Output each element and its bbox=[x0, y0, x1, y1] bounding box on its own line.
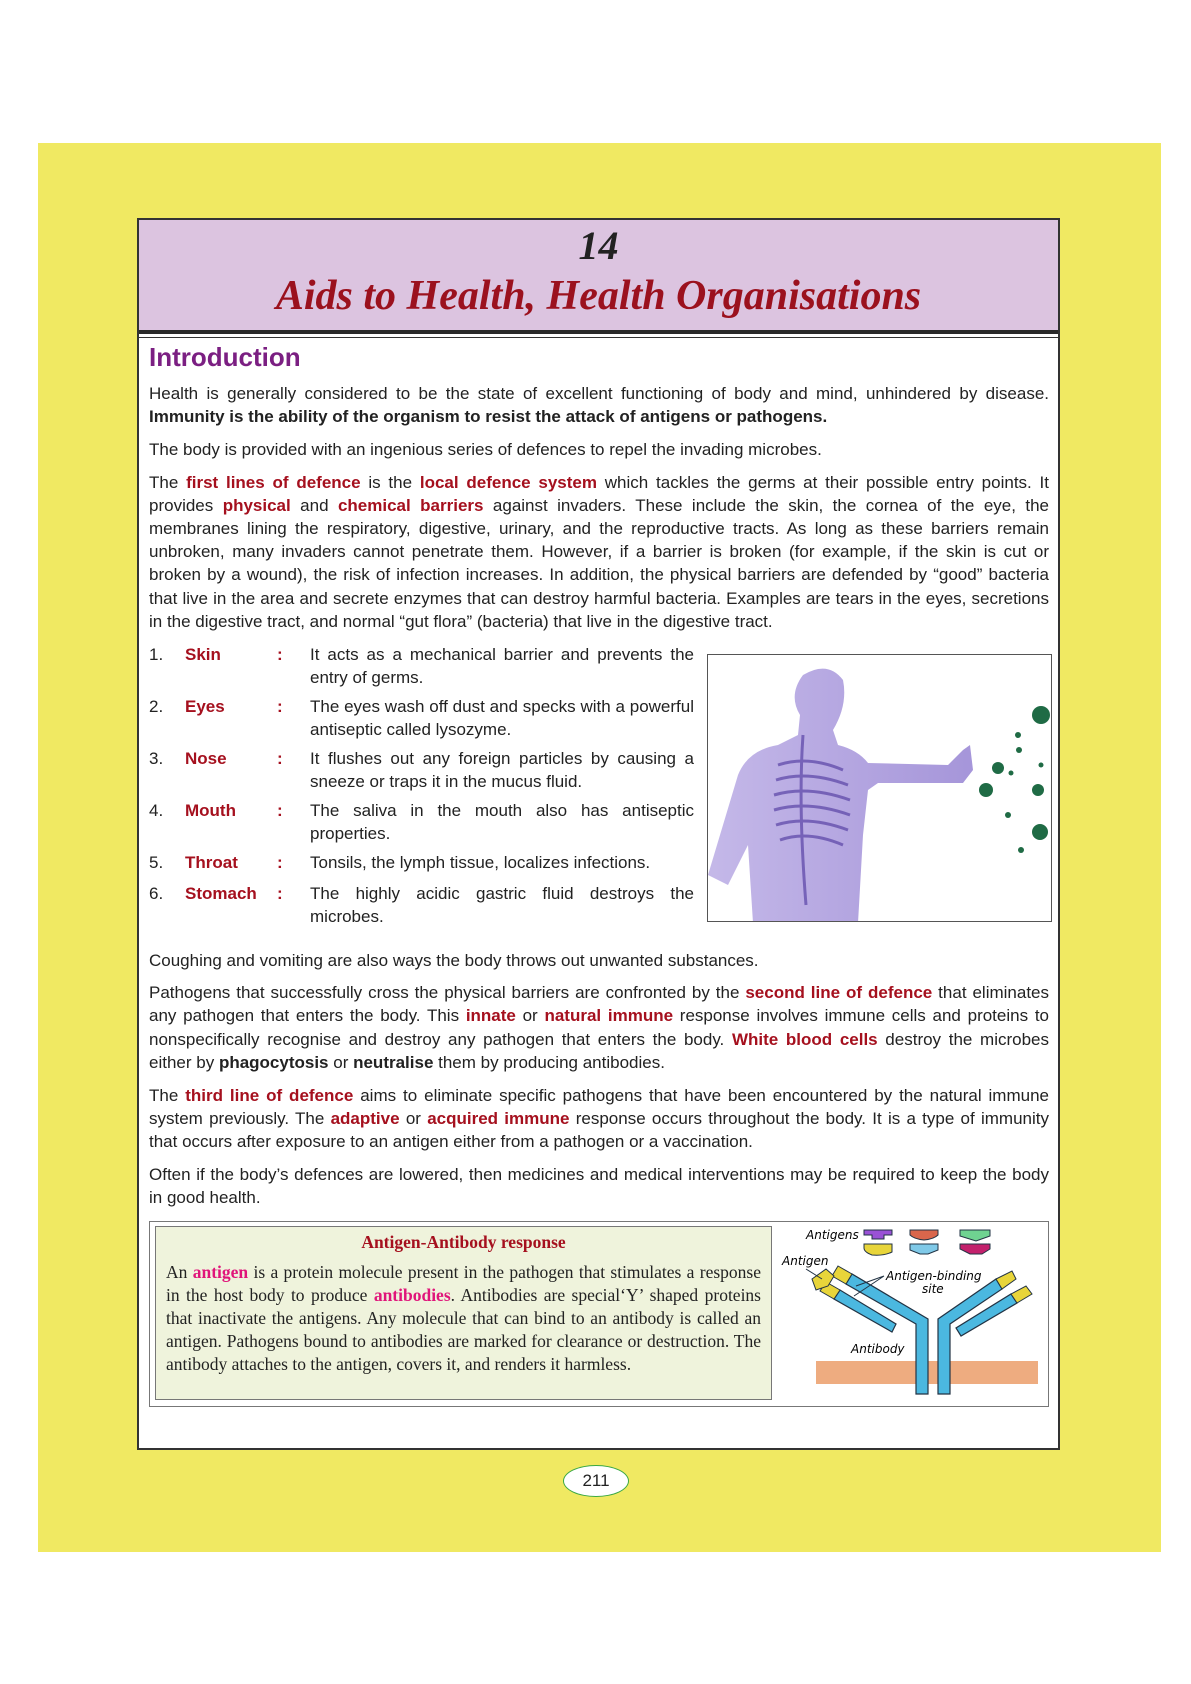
text-run: is a protein molecule present in the pathogen that stimulates a response in the host body to produce bbox=[166, 1262, 762, 1306]
highlighted-term: innate bbox=[465, 1006, 516, 1026]
item-number: 3. bbox=[149, 748, 164, 768]
highlighted-term: chemical barriers bbox=[337, 495, 484, 515]
barrier-item bbox=[149, 695, 694, 741]
item-number: 2. bbox=[149, 696, 164, 716]
barrier-description: Tonsils, the lymph tissue, localizes infections. bbox=[310, 852, 651, 872]
paragraph bbox=[149, 471, 1049, 633]
highlighted-term: adaptive bbox=[330, 1108, 400, 1128]
barrier-description: The eyes wash off dust and specks with a powerful antiseptic called lysozyme. bbox=[310, 696, 694, 739]
highlighted-term: Immunity is the ability of the organism to resist the attack of antigens or pathogens. bbox=[149, 407, 828, 427]
text-run: Coughing and vomiting are also ways the body throws out unwanted substances. bbox=[149, 950, 759, 970]
separator: : bbox=[277, 852, 283, 872]
text-run: The body is provided with an ingenious series of defences to repel the invading microbes. bbox=[149, 439, 822, 459]
text-run: Often if the body’s defences are lowered, then medicines and medical interventions may be required to keep the body in good health. bbox=[149, 1164, 1049, 1207]
item-number: 5. bbox=[149, 852, 164, 872]
text-run: or bbox=[399, 1108, 428, 1128]
paragraph bbox=[149, 981, 1049, 1074]
paragraph bbox=[149, 1084, 1049, 1154]
text-run: which tackles the germs at their possible entry points. It provides bbox=[149, 472, 1049, 515]
separator: : bbox=[277, 644, 283, 664]
text-run: An bbox=[166, 1262, 193, 1283]
highlighted-term: acquired immune bbox=[427, 1108, 570, 1128]
antigen-box-title: Antigen-Antibody response bbox=[361, 1232, 566, 1253]
skeleton-pushing-germs-illustration bbox=[708, 655, 1052, 922]
paragraph bbox=[149, 438, 1049, 461]
intro-paragraphs bbox=[149, 382, 1049, 633]
highlighted-term: White blood cells bbox=[731, 1029, 878, 1049]
barrier-item bbox=[149, 851, 694, 874]
antigen-antibody-text bbox=[155, 1226, 772, 1400]
highlighted-term: natural immune bbox=[544, 1006, 674, 1026]
highlighted-term: antibodies bbox=[373, 1285, 451, 1306]
paragraph bbox=[149, 382, 1049, 428]
barrier-name: Throat bbox=[185, 852, 238, 872]
text-run: or bbox=[328, 1052, 354, 1072]
label-binding-site-2: site bbox=[922, 1282, 944, 1297]
label-antigen: Antigen bbox=[782, 1254, 829, 1269]
chapter-header bbox=[139, 220, 1058, 334]
highlighted-term: local defence system bbox=[419, 472, 597, 492]
page-number: 211 bbox=[563, 1465, 629, 1497]
human-body-figure bbox=[707, 654, 1052, 922]
highlighted-term: third line of defence bbox=[185, 1085, 354, 1105]
barrier-item bbox=[149, 799, 694, 845]
text-run: aims to eliminate specific pathogens that have been encountered by the natural immune system previously. The bbox=[149, 1085, 1049, 1128]
text-run: is the bbox=[360, 472, 420, 492]
section-title: Introduction bbox=[149, 342, 301, 372]
chapter-number: 14 bbox=[578, 223, 619, 268]
highlighted-term: phagocytosis bbox=[218, 1052, 329, 1072]
separator: : bbox=[277, 883, 283, 903]
chapter-title: Aids to Health, Health Organisations bbox=[275, 273, 922, 319]
barrier-description: The highly acidic gastric fluid destroys the microbes. bbox=[310, 883, 694, 926]
text-run: and bbox=[290, 495, 338, 515]
item-number: 1. bbox=[149, 644, 164, 664]
text-run: response occurs throughout the body. It is a type of immunity that occurs after exposure to an antigen either from a pathogen or a vaccination. bbox=[149, 1108, 1049, 1151]
text-run: that eliminates any pathogen that enters the body. This bbox=[149, 983, 1050, 1026]
barrier-name: Mouth bbox=[185, 800, 236, 820]
item-number: 4. bbox=[149, 800, 164, 820]
antigen-antibody-box bbox=[149, 1221, 1049, 1407]
text-run: destroy the microbes either by bbox=[149, 1029, 1049, 1072]
highlighted-term: neutralise bbox=[353, 1052, 434, 1072]
chapter-page bbox=[137, 218, 1060, 1450]
text-run: The bbox=[149, 1085, 186, 1105]
barrier-item bbox=[149, 747, 694, 793]
text-run: The bbox=[149, 472, 187, 492]
highlighted-term: second line of defence bbox=[745, 983, 933, 1003]
content bbox=[149, 342, 1049, 1407]
paragraph bbox=[149, 949, 1049, 972]
label-binding-site: Antigen-binding bbox=[886, 1269, 982, 1284]
highlighted-term: physical bbox=[222, 495, 291, 515]
separator: : bbox=[277, 800, 283, 820]
barrier-name: Nose bbox=[185, 748, 227, 768]
barrier-description: It flushes out any foreign particles by causing a sneeze or traps it in the mucus fluid. bbox=[310, 748, 694, 791]
antigen-box-body bbox=[166, 1261, 761, 1376]
barrier-name: Eyes bbox=[185, 696, 225, 716]
item-number: 6. bbox=[149, 883, 164, 903]
barrier-item bbox=[149, 643, 694, 689]
barrier-name: Skin bbox=[185, 644, 221, 664]
label-antigens: Antigens bbox=[806, 1228, 859, 1243]
barrier-description: It acts as a mechanical barrier and prevents the entry of germs. bbox=[310, 644, 694, 687]
antibody-diagram bbox=[776, 1224, 1051, 1404]
text-run: response involves immune cells and proteins to nonspecifically recognise and destroy any pathogen that enters the body. bbox=[149, 1006, 1050, 1049]
paragraph bbox=[149, 1163, 1049, 1209]
text-run: Health is generally considered to be the state of excellent functioning of body and mind, unhindered by disease. bbox=[149, 384, 1049, 403]
barrier-item bbox=[149, 882, 694, 928]
barrier-name: Stomach bbox=[185, 883, 257, 903]
separator: : bbox=[277, 696, 283, 716]
highlighted-term: first lines of defence bbox=[186, 472, 361, 492]
barrier-list bbox=[149, 643, 1049, 945]
highlighted-term: antigen bbox=[192, 1262, 249, 1283]
text-run: against invaders. These include the skin, the cornea of the eye, the membranes lining the respiratory, digestive, urinary, and the reproductive tracts. As long as these barriers remain unbroken, many invaders cannot penetrate them. However, if a barrier is broken (for example, if the skin is cut or broken by a wound), the risk of infection increases. In addition, the physical barriers are defended by “good” bacteria that live in the area and secrete enzymes that can destroy harmful bacteria. Examples are tears in the eyes, secretions in the digestive tract, and normal “gut flora” (bacteria) that live in the digestive tract. bbox=[149, 495, 1050, 631]
text-run: . Antibodies are special‘Y’ shaped proteins that inactivate the antigens. Any molecule that can bind to an antibody is called an antigen. Pathogens bound to antibodies are marked for clearance or destruction. The antibody attaches to the antigen, covers it, and renders it harmless. bbox=[166, 1285, 761, 1375]
label-antibody: Antibody bbox=[851, 1342, 905, 1357]
barrier-description: The saliva in the mouth also has antiseptic properties. bbox=[310, 800, 694, 843]
text-run: them by producing antibodies. bbox=[433, 1052, 665, 1072]
text-run: or bbox=[515, 1006, 545, 1026]
separator: : bbox=[277, 748, 283, 768]
text-run: Pathogens that successfully cross the physical barriers are confronted by the bbox=[149, 983, 746, 1003]
defence-paragraphs bbox=[149, 949, 1049, 1210]
